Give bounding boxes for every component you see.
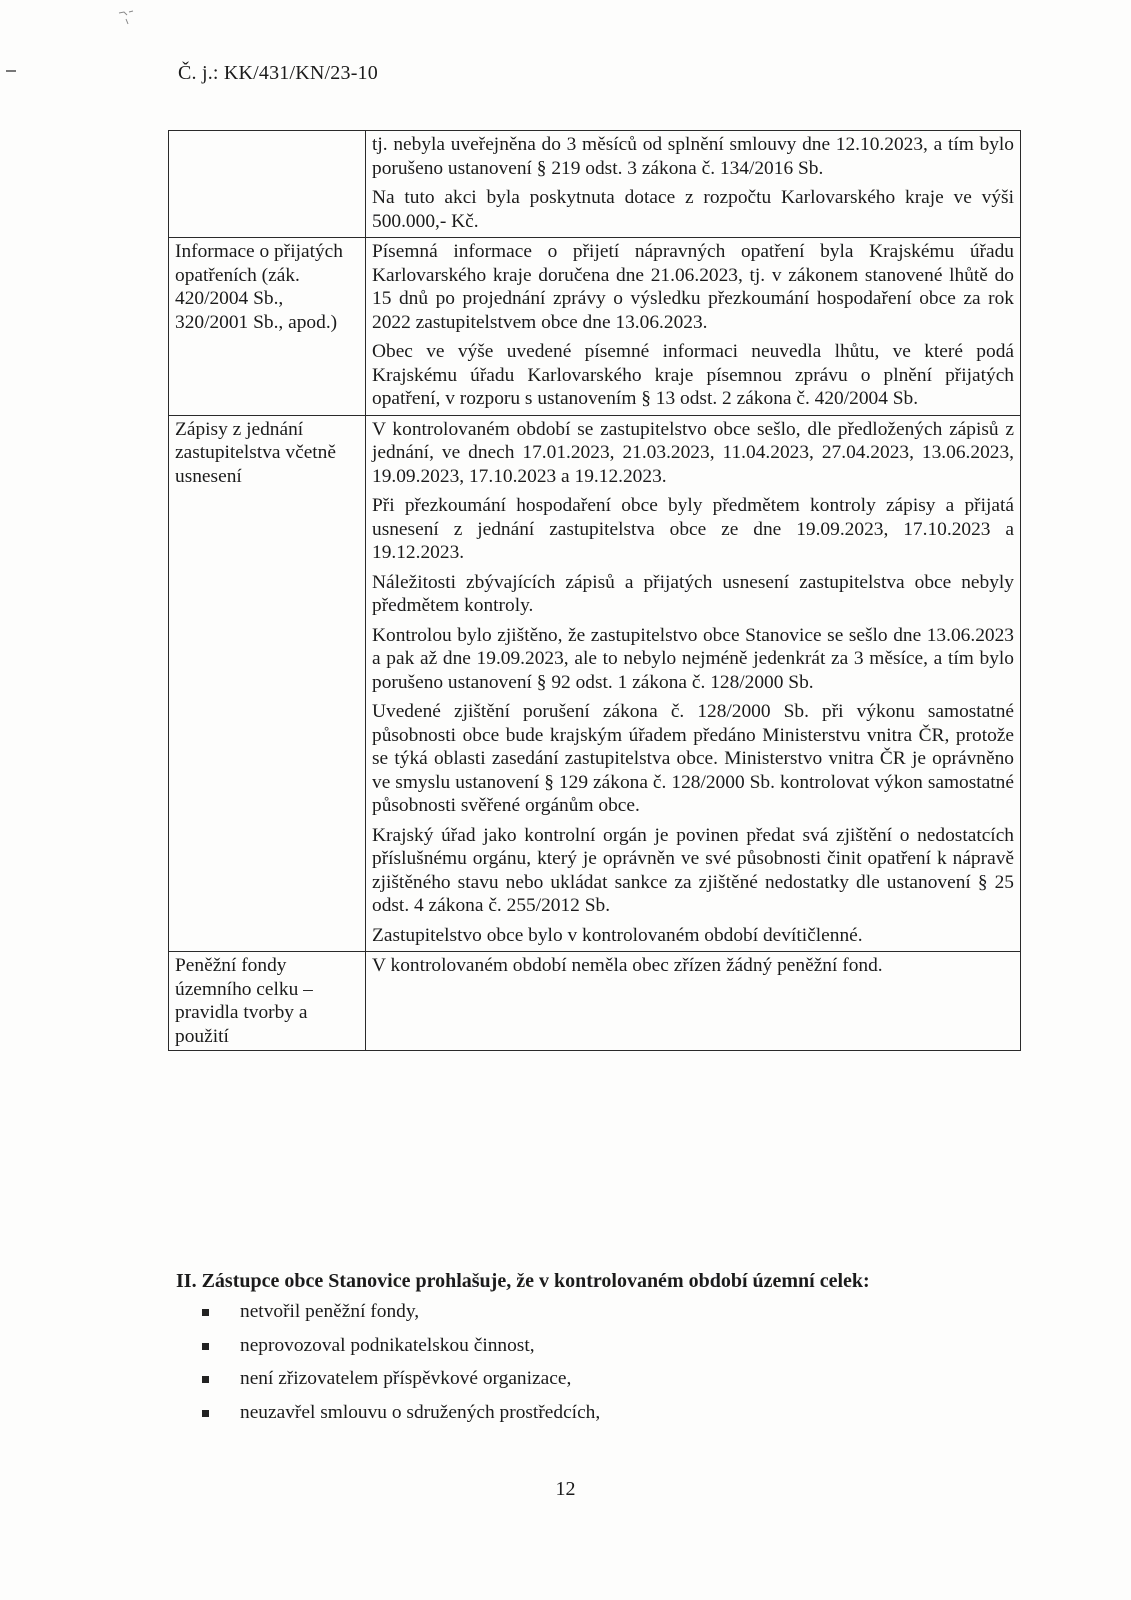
paragraph: Kontrolou bylo zjištěno, že zastupitelstvo obce Stanovice se sešlo dne 13.06.2023 a pak až dne 19.09.2023, ale to nebylo nejméně jedenkrát za 3 měsíce, a tím bylo porušeno ustanovení § 92 odst. 1 zákona č. 128/2000 Sb. — [372, 624, 1014, 693]
review-table — [168, 130, 1021, 1051]
row-label: Peněžní fondy územního celku – pravidla tvorby a použití — [169, 952, 366, 1051]
declaration-title: II. Zástupce obce Stanovice prohlašuje, že v kontrolovaném období územní celek: — [176, 1270, 870, 1292]
square-bullet-icon — [202, 1309, 209, 1316]
paragraph: Krajský úřad jako kontrolní orgán je povinen předat svá zjištění o nedostatcích příslušnému orgánu, který je oprávněn ve své působnosti činit opatření k nápravě zjištěného stavu nebo ukládat sankce za zjištěné nedostatky dle ustanovení § 25 odst. 4 zákona č. 255/2012 Sb. — [372, 824, 1014, 916]
row-content — [366, 952, 1021, 1051]
paragraph: Obec ve výše uvedené písemné informaci neuvedla lhůtu, ve které podá Krajskému úřadu Karlovarského kraje písemnou zprávu o plnění přijatých opatření, v rozporu s ustanovením § 13 odst. 2 zákona č. 420/2004 Sb. — [372, 341, 1014, 409]
list-item — [196, 1401, 600, 1435]
paragraph: Uvedené zjištění porušení zákona č. 128/2000 Sb. při výkonu samostatné působnosti obce bude krajským úřadem předáno Ministerstvu vnitra ČR, protože se týká oblasti zasedání zastupitelstva obce. Ministerstvo vnitra ČR je oprávněno ve smyslu ustanovení § 129 zákona č. 128/2000 Sb. kontrolovat výkon samostatné působnosti svěřené orgánům obce. — [372, 701, 1014, 816]
reference-number: Č. j.: KK/431/KN/23-10 — [178, 62, 378, 84]
row-label — [169, 131, 366, 238]
row-content — [366, 415, 1021, 952]
declaration-list — [196, 1300, 600, 1434]
scan-edge-mark — [6, 70, 16, 72]
paragraph: Písemná informace o přijetí nápravných opatření byla Krajskému úřadu Karlovarského kraje doručena dne 21.06.2023, tj. v zákonem stanovené lhůtě do 15 dnů po projednání zprávy o výsledku přezkoumání hospodaření obce za rok 2022 zastupitelstvem obce dne 13.06.2023. — [372, 241, 1014, 333]
row-content — [366, 131, 1021, 238]
table-row — [169, 952, 1021, 1051]
paragraph: tj. nebyla uveřejněna do 3 měsíců od splnění smlouvy dne 12.10.2023, a tím bylo porušeno ustanovení § 219 odst. 3 zákona č. 134/2016 Sb. — [372, 134, 1014, 179]
paragraph: Na tuto akci byla poskytnuta dotace z rozpočtu Karlovarského kraje ve výši 500.000,- Kč. — [372, 187, 1014, 232]
paragraph: V kontrolovaném období se zastupitelstvo obce sešlo, dle předložených zápisů z jednání, ve dnech 17.01.2023, 21.03.2023, 11.04.2023, 27.04.2023, 13.06.2023, 19.09.2023, 17.10.2023 a 19.12.2023. — [372, 418, 1014, 487]
row-label: Zápisy z jednání zastupitelstva včetně usnesení — [169, 415, 366, 952]
list-item-text: netvořil peněžní fondy, — [240, 1301, 420, 1322]
row-content — [366, 238, 1021, 416]
list-item-text: neprovozoval podnikatelskou činnost, — [240, 1334, 535, 1356]
list-item — [196, 1300, 600, 1334]
table-row — [169, 415, 1021, 952]
paragraph: Zastupitelstvo obce bylo v kontrolovaném období devítičlenné. — [372, 924, 863, 946]
scan-mark — [118, 10, 136, 30]
list-item-text: není zřizovatelem příspěvkové organizace, — [240, 1368, 572, 1389]
paragraph: V kontrolovaném období neměla obec zřízen žádný peněžní fond. — [372, 955, 883, 976]
page-number: 12 — [555, 1478, 576, 1500]
square-bullet-icon — [202, 1343, 209, 1350]
square-bullet-icon — [202, 1376, 209, 1383]
list-item — [196, 1334, 600, 1368]
square-bullet-icon — [202, 1410, 209, 1417]
paragraph: Náležitosti zbývajících zápisů a přijatých usnesení zastupitelstva obce nebyly předmětem kontroly. — [372, 571, 1014, 616]
list-item — [196, 1367, 600, 1401]
paragraph: Při přezkoumání hospodaření obce byly předmětem kontroly zápisy a přijatá usnesení z jednání zastupitelstva obce ze dne 19.09.2023, 17.10.2023 a 19.12.2023. — [372, 495, 1014, 563]
row-label: Informace o přijatých opatřeních (zák. 420/2004 Sb., 320/2001 Sb., apod.) — [169, 238, 366, 416]
table-row — [169, 238, 1021, 416]
table-row — [169, 131, 1021, 238]
list-item-text: neuzavřel smlouvu o sdružených prostředcích, — [240, 1401, 601, 1423]
